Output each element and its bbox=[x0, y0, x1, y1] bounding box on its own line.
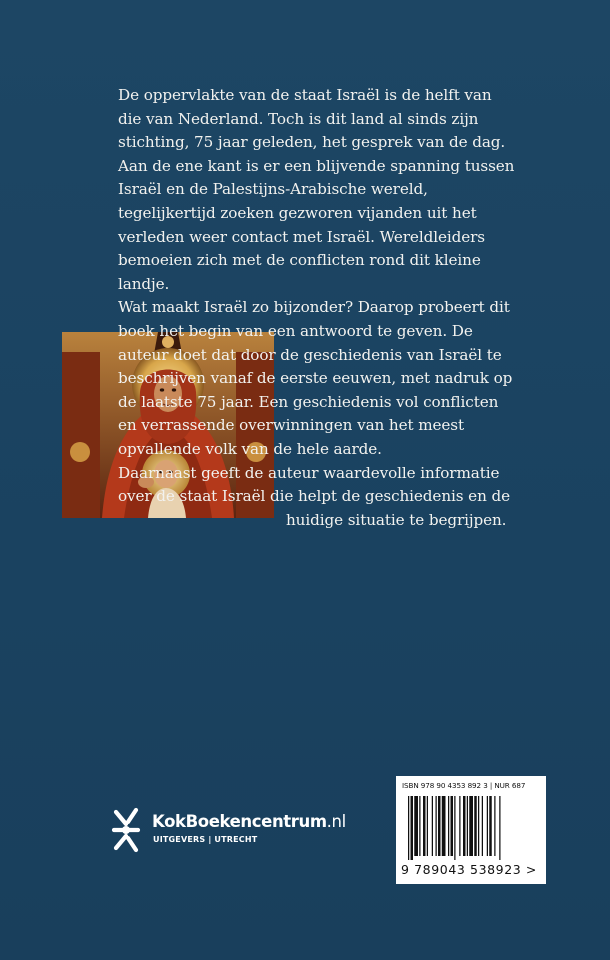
barcode-bar bbox=[474, 796, 477, 856]
barcode-bar bbox=[494, 796, 495, 856]
barcode-bar bbox=[482, 796, 483, 856]
barcode-bar bbox=[454, 796, 455, 860]
barcode-bar bbox=[419, 796, 420, 856]
barcode-bar bbox=[414, 796, 418, 856]
paragraph-3: Daarnaast geeft de auteur waardevolle informatie over de staat Israël die helpt de geschiedenis en de huidige situatie te begrijpen. bbox=[118, 463, 510, 529]
barcode-bar bbox=[489, 796, 492, 856]
barcode-bar bbox=[448, 796, 449, 856]
barcode-bar bbox=[442, 796, 446, 856]
barcode-bar bbox=[423, 796, 426, 856]
barcode-bar bbox=[469, 796, 473, 856]
barcode-bar bbox=[436, 796, 437, 856]
barcode-bar bbox=[451, 796, 454, 856]
barcode-bar bbox=[432, 796, 433, 856]
publisher-name: KokBoekencentrum.nl bbox=[152, 812, 346, 831]
barcode-bar bbox=[463, 796, 466, 856]
barcode-bar bbox=[467, 796, 468, 856]
barcode-bar bbox=[408, 796, 409, 860]
barcode-bar bbox=[459, 796, 460, 856]
barcode-bar bbox=[499, 796, 500, 860]
back-cover-text bbox=[118, 84, 518, 706]
paragraph-1: De oppervlakte van de staat Israël is de helft van die van Nederland. Toch is dit land al sinds zijn stichting, 75 jaar geleden, het gesprek van de dag. Aan de ene kant is er een blijvende spanning tussen Israël en de Palestijns-Arabische wereld, tegelijkertijd zoeken gezworen vijanden uit het verleden weer contact met Israël. Wereldleiders bemoeien zich met de conflicten rond dit kleine landje. bbox=[118, 86, 515, 293]
barcode-bar bbox=[411, 796, 414, 860]
barcode-digits: 9 789043 538923 > bbox=[401, 862, 537, 877]
image-wrap-area bbox=[118, 516, 286, 706]
barcode-bar bbox=[487, 796, 488, 856]
kok-boekencentrum-logo-icon bbox=[110, 806, 142, 854]
barcode-bar bbox=[438, 796, 441, 856]
barcode-bar bbox=[427, 796, 428, 856]
publisher-logo bbox=[110, 806, 350, 858]
barcode-bar bbox=[478, 796, 479, 856]
paragraph-2: Wat maakt Israël zo bijzonder? Daarop probeert dit boek het begin van een antwoord te geven. De auteur doet dat door de geschiedenis van Israël te beschrijven vanaf de eerste eeuwen, met nadruk op de laatste 75 jaar. Een geschiedenis vol conflicten en verrassende overwinningen van het meest opvallende volk van de hele aarde. bbox=[118, 298, 513, 458]
barcode bbox=[396, 776, 546, 884]
barcode-bars bbox=[408, 796, 534, 860]
isbn-line: ISBN 978 90 4353 892 3 | NUR 687 bbox=[402, 781, 526, 790]
publisher-subtitle: UITGEVERS | UTRECHT bbox=[153, 835, 258, 844]
